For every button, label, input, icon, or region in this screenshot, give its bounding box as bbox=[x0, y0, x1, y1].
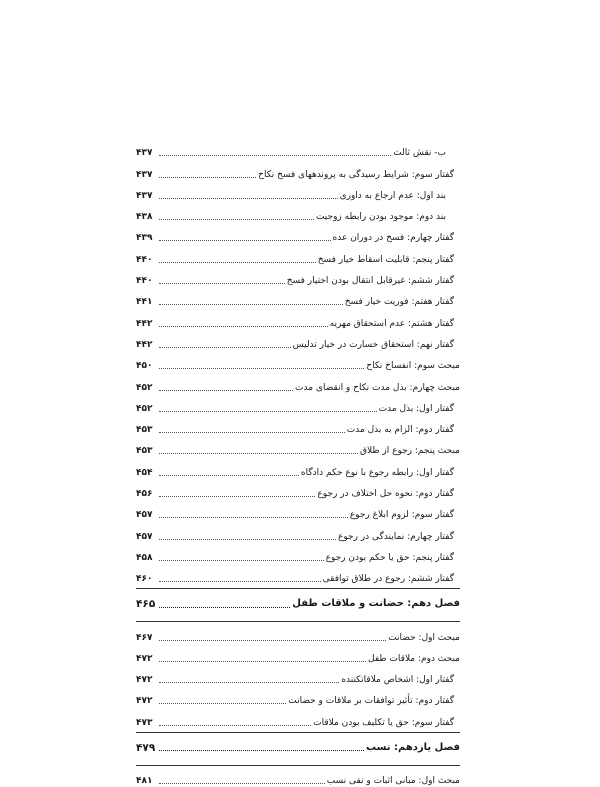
toc-entry bbox=[136, 766, 460, 787]
toc-entry bbox=[136, 479, 460, 500]
toc-entry bbox=[136, 287, 460, 308]
chapter-page-number: ۴۶۵ bbox=[136, 598, 156, 611]
toc-page-number: ۴۷۲ bbox=[136, 675, 153, 686]
toc-page-number: ۴۵۰ bbox=[136, 361, 153, 372]
toc-entry bbox=[136, 436, 460, 457]
toc-entry-title: گفتار چهارم: فسخ در دوران عده bbox=[332, 233, 454, 244]
chapter-page-number: ۴۷۹ bbox=[136, 741, 156, 754]
toc-entry-title: گفتار دوم: تأثیر توافقات بر ملاقات و حضانت bbox=[288, 696, 454, 707]
toc-entry bbox=[136, 351, 460, 372]
dot-leader bbox=[159, 750, 364, 751]
toc-page-number: ۴۴۲ bbox=[136, 318, 153, 329]
toc-entry-title: گفتار پنجم: قابلیت اسقاط خیار فسخ bbox=[317, 254, 454, 265]
toc-entry-title: گفتار اول: اشخاص ملاقاتکننده bbox=[341, 675, 454, 686]
toc-page-number: ۴۳۷ bbox=[136, 169, 153, 180]
toc-entry-title: بند دوم: موجود بودن رابطه زوجیت bbox=[315, 212, 446, 223]
dot-leader bbox=[159, 517, 348, 518]
toc-entry-title: گفتار سوم: لزوم ابلاغ رجوع bbox=[349, 510, 454, 521]
dot-leader bbox=[159, 539, 336, 540]
dot-leader bbox=[159, 240, 331, 241]
toc-entry bbox=[136, 394, 460, 415]
toc-section-list bbox=[136, 622, 460, 728]
toc-page-number: ۴۵۷ bbox=[136, 510, 153, 521]
toc-entry bbox=[136, 244, 460, 265]
dot-leader bbox=[159, 682, 339, 683]
dot-leader bbox=[159, 219, 314, 220]
toc-page-number: ۴۳۹ bbox=[136, 233, 153, 244]
dot-leader bbox=[159, 640, 386, 641]
toc-entry bbox=[136, 543, 460, 564]
toc-page-number: ۴۷۳ bbox=[136, 717, 153, 728]
toc-entry bbox=[136, 202, 460, 223]
dot-leader bbox=[159, 390, 293, 391]
toc-entry bbox=[136, 415, 460, 436]
toc-entry bbox=[136, 665, 460, 686]
chapter-heading-11 bbox=[136, 733, 460, 763]
toc-page-number: ۴۸۱ bbox=[136, 776, 153, 787]
dot-leader bbox=[159, 725, 311, 726]
toc-page-number: ۴۷۲ bbox=[136, 696, 153, 707]
toc-page-number: ۴۳۷ bbox=[136, 190, 153, 201]
dot-leader bbox=[159, 283, 285, 284]
dot-leader bbox=[159, 411, 377, 412]
dot-leader bbox=[159, 177, 256, 178]
toc-entry bbox=[136, 564, 460, 585]
dot-leader bbox=[159, 783, 325, 784]
dot-leader bbox=[159, 607, 290, 608]
toc-entry-title: گفتار ششم: رجوع در طلاق توافقی bbox=[322, 574, 454, 585]
table-of-contents bbox=[136, 138, 460, 787]
toc-entry bbox=[136, 707, 460, 728]
toc-entry bbox=[136, 622, 460, 643]
dot-leader bbox=[159, 347, 291, 348]
toc-entry-title: مبحث دوم: ملاقات طفل bbox=[368, 653, 460, 664]
toc-entry-title: گفتار سوم: حق یا تکلیف بودن ملاقات bbox=[313, 717, 454, 728]
toc-entry-title: بند اول: عدم ارجاع به داوری bbox=[339, 190, 446, 201]
dot-leader bbox=[159, 453, 358, 454]
toc-entry-title: مبحث سوم: انفساخ نکاح bbox=[366, 361, 460, 372]
dot-leader bbox=[159, 262, 316, 263]
toc-entry-title: گفتار اول: بذل مدت bbox=[378, 403, 454, 414]
dot-leader bbox=[159, 326, 328, 327]
toc-section-list bbox=[136, 138, 460, 585]
toc-entry bbox=[136, 372, 460, 393]
toc-entry bbox=[136, 138, 460, 159]
dot-leader bbox=[159, 560, 324, 561]
toc-entry bbox=[136, 686, 460, 707]
toc-entry bbox=[136, 266, 460, 287]
toc-page-number: ۴۴۰ bbox=[136, 276, 153, 287]
dot-leader bbox=[159, 304, 343, 305]
toc-entry-title: ب- نقش ثالث bbox=[393, 148, 446, 159]
toc-entry bbox=[136, 500, 460, 521]
toc-entry-title: مبحث پنجم: رجوع از طلاق bbox=[360, 446, 460, 457]
toc-page-number: ۴۵۲ bbox=[136, 403, 153, 414]
toc-entry-title: گفتار دوم: الزام به بذل مدت bbox=[346, 425, 454, 436]
dot-leader bbox=[159, 198, 338, 199]
toc-entry bbox=[136, 457, 460, 478]
toc-page-number: ۴۶۰ bbox=[136, 574, 153, 585]
dot-leader bbox=[159, 703, 286, 704]
toc-entry bbox=[136, 223, 460, 244]
dot-leader bbox=[159, 661, 366, 662]
toc-entry bbox=[136, 521, 460, 542]
toc-page-number: ۴۷۲ bbox=[136, 653, 153, 664]
toc-page-number: ۴۶۷ bbox=[136, 632, 153, 643]
toc-page-number: ۴۵۳ bbox=[136, 425, 153, 436]
toc-entry-title: گفتار سوم: شرایط رسیدگی به پروندههای فسخ نکاح bbox=[258, 169, 454, 180]
toc-entry-title: مبحث اول: حضانت bbox=[388, 632, 460, 643]
toc-entry bbox=[136, 330, 460, 351]
toc-page-number: ۴۴۱ bbox=[136, 297, 153, 308]
toc-entry-title: گفتار چهارم: نمایندگی در رجوع bbox=[338, 531, 454, 542]
toc-page-number: ۴۴۲ bbox=[136, 339, 153, 350]
chapter-title: فصل دهم: حضانت و ملاقات طفل bbox=[292, 598, 460, 610]
toc-page-number: ۴۵۶ bbox=[136, 489, 153, 500]
toc-section-list bbox=[136, 766, 460, 787]
toc-page-number: ۴۵۸ bbox=[136, 552, 153, 563]
toc-entry bbox=[136, 308, 460, 329]
toc-page-number: ۴۳۷ bbox=[136, 148, 153, 159]
toc-entry-title: گفتار ششم: غیرقابل انتقال بودن اختیار فسخ bbox=[286, 276, 454, 287]
toc-page-number: ۴۳۸ bbox=[136, 212, 153, 223]
dot-leader bbox=[159, 155, 391, 156]
toc-entry-title: مبحث اول: مبانی اثبات و نفی نسب bbox=[326, 776, 460, 787]
toc-page-number: ۴۵۴ bbox=[136, 467, 153, 478]
toc-entry bbox=[136, 181, 460, 202]
toc-page-number: ۴۴۰ bbox=[136, 254, 153, 265]
toc-entry-title: گفتار هفتم: فوریت خیار فسخ bbox=[344, 297, 454, 308]
dot-leader bbox=[159, 368, 364, 369]
dot-leader bbox=[159, 581, 321, 582]
dot-leader bbox=[159, 475, 299, 476]
toc-page-number: ۴۵۷ bbox=[136, 531, 153, 542]
toc-entry-title: گفتار دوم: نحوه حل اختلاف در رجوع bbox=[317, 489, 454, 500]
toc-entry-title: گفتار اول: رابطه رجوع با نوع حکم دادگاه bbox=[300, 467, 454, 478]
toc-page-number: ۴۵۳ bbox=[136, 446, 153, 457]
dot-leader bbox=[159, 496, 315, 497]
toc-page-number: ۴۵۲ bbox=[136, 382, 153, 393]
chapter-heading-10 bbox=[136, 589, 460, 619]
chapter-title: فصل یازدهم: نسب bbox=[366, 741, 460, 753]
dot-leader bbox=[159, 432, 345, 433]
toc-entry-title: گفتار نهم: استحقاق خسارت در خیار تدلیس bbox=[292, 339, 454, 350]
toc-entry bbox=[136, 644, 460, 665]
toc-entry bbox=[136, 159, 460, 180]
toc-entry-title: گفتار هشتم: عدم استحقاق مهریه bbox=[329, 318, 454, 329]
toc-entry-title: مبحث چهارم: بذل مدت نکاح و انقضای مدت bbox=[295, 382, 460, 393]
toc-entry-title: گفتار پنجم: حق یا حکم بودن رجوع bbox=[325, 552, 454, 563]
